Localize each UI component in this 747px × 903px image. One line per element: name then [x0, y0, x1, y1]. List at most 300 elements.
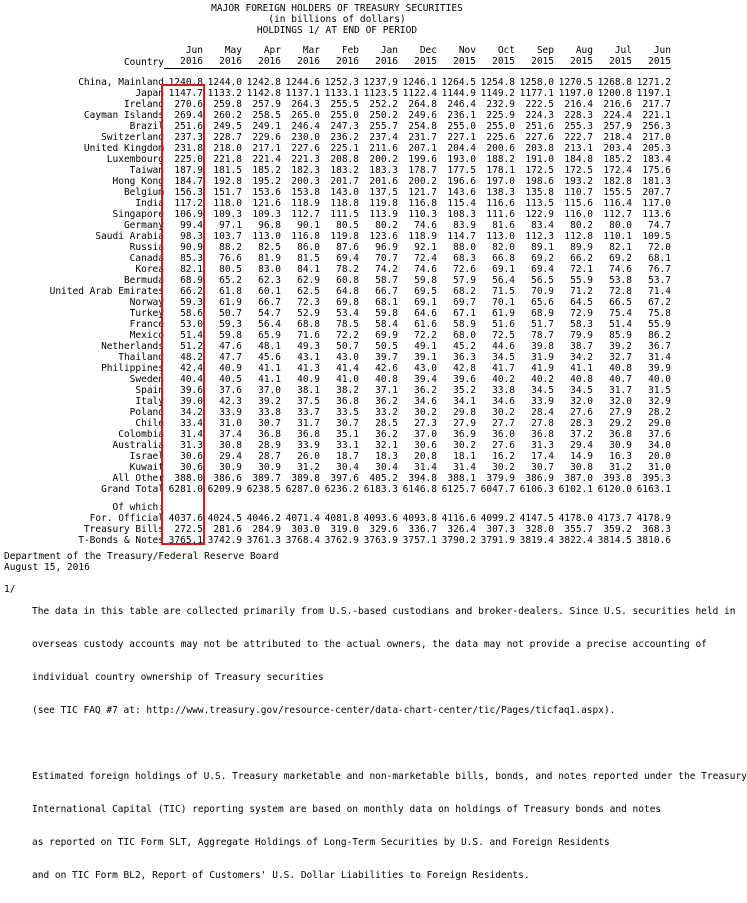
- holding-value: 74.6: [609, 263, 632, 275]
- holding-value: 232.9: [486, 98, 515, 110]
- holding-value: 31.0: [648, 461, 671, 473]
- country-name: Thailand: [118, 351, 164, 363]
- holding-value: 97.1: [219, 219, 242, 231]
- holding-value: 264.8: [408, 98, 437, 110]
- holding-value: 265.0: [291, 109, 320, 121]
- holding-value: 29.4: [570, 439, 593, 451]
- holding-value: 30.8: [219, 439, 242, 451]
- month-header: Oct: [497, 45, 515, 57]
- holding-value: 116.8: [291, 230, 320, 242]
- holding-value: 118.9: [291, 197, 320, 209]
- holding-value: 50.7: [219, 307, 242, 319]
- holding-value: 41.1: [258, 373, 281, 385]
- holding-value: 1144.9: [441, 87, 476, 99]
- holding-value: 58.4: [375, 318, 398, 330]
- holding-value: 395.3: [642, 472, 671, 484]
- country-name: India: [135, 197, 164, 209]
- holding-value: 379.9: [486, 472, 515, 484]
- holding-value: 49.1: [414, 340, 437, 352]
- holding-value: 4173.7: [597, 512, 632, 524]
- holding-value: 6163.1: [636, 483, 671, 495]
- holding-value: 27.3: [414, 417, 437, 429]
- holding-value: 116.6: [486, 197, 515, 209]
- footnote-line: individual country ownership of Treasury securities: [32, 672, 324, 683]
- holding-value: 221.8: [213, 153, 242, 165]
- holding-value: 84.1: [297, 263, 320, 275]
- holding-value: 110.7: [564, 186, 593, 198]
- holding-value: 33.4: [180, 417, 203, 429]
- holding-value: 41.1: [258, 362, 281, 374]
- holding-value: 236.2: [330, 131, 359, 143]
- holding-value: 224.3: [525, 109, 554, 121]
- holding-value: 82.1: [180, 263, 203, 275]
- holding-value: 59.8: [414, 274, 437, 286]
- source-agency: Department of the Treasury/Federal Reserve Board: [4, 551, 279, 562]
- holding-value: 69.7: [453, 296, 476, 308]
- holding-value: 4024.5: [207, 512, 242, 524]
- holding-value: 221.3: [291, 153, 320, 165]
- holding-value: 69.1: [492, 263, 515, 275]
- holding-value: 72.4: [414, 252, 437, 264]
- holding-value: 90.1: [297, 219, 320, 231]
- holding-value: 231.8: [174, 142, 203, 154]
- country-row: [4, 407, 671, 418]
- holding-value: 386.6: [213, 472, 242, 484]
- country-name: China, Mainland: [78, 76, 164, 88]
- holding-value: 36.2: [375, 395, 398, 407]
- holding-value: 181.3: [642, 175, 671, 187]
- holding-value: 109.3: [213, 208, 242, 220]
- holding-value: 68.9: [180, 274, 203, 286]
- holding-value: 64.6: [414, 307, 437, 319]
- holding-value: 34.2: [570, 351, 593, 363]
- holding-value: 388.1: [447, 472, 476, 484]
- country-row: [4, 99, 671, 110]
- holding-value: 57.9: [453, 274, 476, 286]
- holding-value: 39.1: [414, 351, 437, 363]
- holding-value: 61.9: [492, 307, 515, 319]
- holding-value: 228.7: [213, 131, 242, 143]
- holding-value: 41.0: [336, 373, 359, 385]
- country-name: Singapore: [112, 208, 164, 220]
- country-name: Hong Kong: [112, 175, 164, 187]
- holding-value: 88.0: [453, 241, 476, 253]
- holding-value: 34.5: [570, 384, 593, 396]
- holding-value: 30.4: [375, 461, 398, 473]
- of-which-label: Of which:: [112, 501, 164, 513]
- year-header: 2015: [398, 57, 437, 68]
- holding-value: 184.8: [564, 153, 593, 165]
- holding-value: 256.3: [642, 120, 671, 132]
- holding-value: 99.4: [180, 219, 203, 231]
- holding-value: 37.1: [375, 384, 398, 396]
- holding-value: 39.8: [531, 340, 554, 352]
- country-name: Australia: [112, 439, 164, 451]
- country-name: United Arab Emirates: [49, 285, 164, 297]
- holding-value: 40.5: [219, 373, 242, 385]
- holding-value: 198.6: [525, 175, 554, 187]
- holding-value: 1147.7: [168, 87, 203, 99]
- holding-value: 1123.5: [363, 87, 398, 99]
- holding-value: 37.2: [570, 428, 593, 440]
- holding-value: 27.9: [609, 406, 632, 418]
- holding-value: 246.4: [447, 98, 476, 110]
- holding-value: 40.9: [297, 373, 320, 385]
- holding-value: 116.0: [564, 208, 593, 220]
- holding-value: 172.5: [564, 164, 593, 176]
- country-name: Saudi Arabia: [95, 230, 164, 242]
- holding-value: 208.8: [330, 153, 359, 165]
- holding-value: 103.7: [213, 230, 242, 242]
- holding-value: 229.6: [252, 131, 281, 143]
- holding-value: 118.0: [213, 197, 242, 209]
- holding-value: 34.1: [453, 395, 476, 407]
- holding-value: 74.6: [414, 263, 437, 275]
- country-name: Korea: [135, 263, 164, 275]
- country-row: [4, 330, 671, 341]
- country-row: [4, 352, 671, 363]
- holding-value: 88.2: [219, 241, 242, 253]
- holding-value: 58.3: [570, 318, 593, 330]
- holding-value: 45.6: [258, 351, 281, 363]
- holding-value: 32.0: [570, 395, 593, 407]
- holding-value: 58.7: [375, 274, 398, 286]
- holding-value: 228.3: [564, 109, 593, 121]
- holding-value: 35.2: [453, 384, 476, 396]
- country-row: [4, 462, 671, 473]
- holding-value: 30.2: [453, 439, 476, 451]
- country-name: Turkey: [129, 307, 164, 319]
- country-row: [4, 88, 671, 99]
- holding-value: 40.8: [609, 362, 632, 374]
- holding-value: 36.2: [414, 384, 437, 396]
- holding-value: 60.8: [336, 274, 359, 286]
- holding-value: 80.2: [570, 219, 593, 231]
- holding-value: 1254.8: [480, 76, 515, 88]
- holding-value: 192.8: [213, 175, 242, 187]
- holding-value: 72.2: [336, 329, 359, 341]
- holding-value: 182.3: [291, 164, 320, 176]
- holding-value: 3814.5: [597, 534, 632, 546]
- month-header: May: [224, 45, 242, 57]
- holding-value: 260.2: [213, 109, 242, 121]
- holding-value: 137.5: [369, 186, 398, 198]
- holding-value: 39.4: [414, 373, 437, 385]
- footnote-line: The data in this table are collected primarily from U.S.-based custodians and broker-dealers. Since U.S. securities held in: [32, 606, 736, 617]
- holding-value: 55.9: [570, 274, 593, 286]
- holding-value: 80.5: [336, 219, 359, 231]
- holding-value: 67.1: [453, 307, 476, 319]
- month-header: Mar: [302, 45, 320, 57]
- holding-value: 155.5: [603, 186, 632, 198]
- holding-value: 30.2: [414, 406, 437, 418]
- holding-value: 68.8: [297, 318, 320, 330]
- holding-value: 200.2: [408, 175, 437, 187]
- holding-value: 79.9: [570, 329, 593, 341]
- holding-value: 28.9: [258, 439, 281, 451]
- holding-value: 217.0: [642, 131, 671, 143]
- holding-value: 30.7: [336, 417, 359, 429]
- country-name: France: [129, 318, 164, 330]
- holding-value: 72.3: [297, 296, 320, 308]
- country-name: Sweden: [129, 373, 164, 385]
- country-row: [4, 220, 671, 231]
- holding-value: 33.5: [336, 406, 359, 418]
- holding-value: 3819.4: [519, 534, 554, 546]
- holding-value: 74.7: [648, 219, 671, 231]
- holding-value: 65.6: [531, 296, 554, 308]
- country-row: [4, 473, 671, 484]
- holding-value: 183.4: [642, 153, 671, 165]
- year-header: 2015: [632, 57, 671, 68]
- holding-value: 113.0: [252, 230, 281, 242]
- holding-value: 14.9: [570, 450, 593, 462]
- holding-value: 196.6: [447, 175, 476, 187]
- holding-value: 20.8: [414, 450, 437, 462]
- holding-value: 182.8: [603, 175, 632, 187]
- holding-value: 326.4: [447, 523, 476, 535]
- holding-value: 207.7: [642, 186, 671, 198]
- country-name: Israel: [129, 450, 164, 462]
- holding-value: 56.5: [531, 274, 554, 286]
- holding-value: 188.2: [486, 153, 515, 165]
- holding-value: 69.9: [375, 329, 398, 341]
- holding-value: 83.0: [258, 263, 281, 275]
- holding-value: 30.9: [219, 461, 242, 473]
- holding-value: 221.1: [642, 109, 671, 121]
- country-row: [4, 132, 671, 143]
- holding-value: 117.0: [642, 197, 671, 209]
- holding-value: 4147.5: [519, 512, 554, 524]
- holding-value: 203.4: [603, 142, 632, 154]
- holding-value: 3763.9: [363, 534, 398, 546]
- holding-value: 92.1: [414, 241, 437, 253]
- holding-value: 177.5: [447, 164, 476, 176]
- country-name: T-Bonds & Notes: [55, 534, 164, 546]
- holding-value: 80.0: [609, 219, 632, 231]
- holding-value: 6047.7: [480, 483, 515, 495]
- holding-value: 28.4: [531, 406, 554, 418]
- source-footer: [4, 551, 670, 573]
- holding-value: 28.3: [570, 417, 593, 429]
- holding-value: 53.0: [180, 318, 203, 330]
- holding-value: 249.5: [213, 120, 242, 132]
- holding-value: 66.5: [609, 296, 632, 308]
- holding-value: 17.4: [531, 450, 554, 462]
- holding-value: 1244.6: [285, 76, 320, 88]
- holding-value: 4099.2: [480, 512, 515, 524]
- holding-value: 246.4: [291, 120, 320, 132]
- holding-value: 37.6: [648, 428, 671, 440]
- holding-value: 41.9: [531, 362, 554, 374]
- month-header: Jan: [380, 45, 398, 57]
- holding-value: 6146.8: [402, 483, 437, 495]
- holding-value: 69.5: [414, 285, 437, 297]
- holding-value: 143.6: [447, 186, 476, 198]
- holding-value: 111.5: [330, 208, 359, 220]
- holding-value: 122.9: [525, 208, 554, 220]
- holding-value: 58.9: [453, 318, 476, 330]
- holding-value: 1240.8: [168, 76, 203, 88]
- holding-value: 33.9: [297, 439, 320, 451]
- holding-value: 237.3: [174, 131, 203, 143]
- holding-value: 81.9: [258, 252, 281, 264]
- holding-value: 47.6: [219, 340, 242, 352]
- footnote: [4, 584, 747, 903]
- country-name: Spain: [135, 384, 164, 396]
- holding-value: 3761.3: [246, 534, 281, 546]
- holding-value: 216.6: [603, 98, 632, 110]
- holding-value: 6209.9: [207, 483, 242, 495]
- holding-value: 34.0: [648, 439, 671, 451]
- holding-value: 3765.1: [168, 534, 203, 546]
- holding-value: 40.8: [570, 373, 593, 385]
- holding-value: 31.7: [609, 384, 632, 396]
- holding-value: 116.4: [603, 197, 632, 209]
- holding-value: 68.1: [375, 296, 398, 308]
- holding-value: 31.7: [297, 417, 320, 429]
- holding-value: 251.6: [174, 120, 203, 132]
- holding-value: 172.4: [603, 164, 632, 176]
- holding-value: 1149.2: [480, 87, 515, 99]
- holding-value: 112.3: [525, 230, 554, 242]
- footnote-line: and on TIC Form BL2, Report of Customers' U.S. Dollar Liabilities to Foreign Residents.: [32, 870, 530, 881]
- holding-value: 33.2: [375, 406, 398, 418]
- holding-value: 270.6: [174, 98, 203, 110]
- holding-value: 83.9: [453, 219, 476, 231]
- country-row: [4, 308, 671, 319]
- footnote-number: 1/: [4, 584, 16, 595]
- holding-value: 72.1: [570, 263, 593, 275]
- holding-value: 193.0: [447, 153, 476, 165]
- holding-value: 1200.8: [597, 87, 632, 99]
- holding-value: 31.3: [180, 439, 203, 451]
- year-header: 2016: [242, 57, 281, 68]
- holding-value: 181.5: [213, 164, 242, 176]
- holding-value: 31.5: [648, 384, 671, 396]
- holding-value: 50.7: [336, 340, 359, 352]
- holding-value: 36.3: [453, 351, 476, 363]
- holding-value: 393.8: [603, 472, 632, 484]
- holding-value: 50.5: [375, 340, 398, 352]
- report-subtitle-units: (in billions of dollars): [268, 14, 406, 25]
- holding-value: 200.2: [369, 153, 398, 165]
- holding-value: 227.6: [525, 131, 554, 143]
- holding-value: 52.9: [297, 307, 320, 319]
- holding-value: 31.2: [609, 461, 632, 473]
- holding-value: 30.4: [336, 461, 359, 473]
- holding-value: 30.9: [609, 439, 632, 451]
- country-row: [4, 264, 671, 275]
- holding-value: 72.0: [648, 241, 671, 253]
- country-row: [4, 231, 671, 242]
- holding-value: 59.3: [219, 318, 242, 330]
- holding-value: 30.2: [492, 461, 515, 473]
- holding-value: 3757.1: [402, 534, 437, 546]
- holding-value: 33.8: [492, 384, 515, 396]
- country-name: Cayman Islands: [83, 109, 164, 121]
- holding-value: 71.2: [570, 285, 593, 297]
- holding-value: 53.7: [648, 274, 671, 286]
- holding-value: 31.2: [297, 461, 320, 473]
- holding-value: 1270.5: [558, 76, 593, 88]
- holding-value: 40.0: [648, 373, 671, 385]
- holding-value: 1264.5: [441, 76, 476, 88]
- holding-value: 252.2: [369, 98, 398, 110]
- country-row: [4, 451, 671, 462]
- holding-value: 29.2: [609, 417, 632, 429]
- holding-value: 30.2: [492, 406, 515, 418]
- holding-value: 257.9: [252, 98, 281, 110]
- holding-value: 36.2: [375, 428, 398, 440]
- holding-value: 221.4: [252, 153, 281, 165]
- holding-value: 388.0: [174, 472, 203, 484]
- holding-value: 37.5: [297, 395, 320, 407]
- holding-value: 41.4: [336, 362, 359, 374]
- holding-value: 75.4: [609, 307, 632, 319]
- holding-value: 33.7: [297, 406, 320, 418]
- holding-value: 4178.0: [558, 512, 593, 524]
- holding-value: 41.3: [297, 362, 320, 374]
- holding-value: 231.7: [408, 131, 437, 143]
- holding-value: 3810.6: [636, 534, 671, 546]
- holding-value: 51.4: [180, 329, 203, 341]
- year-header: 2015: [554, 57, 593, 68]
- holding-value: 80.2: [375, 219, 398, 231]
- holding-value: 115.6: [564, 197, 593, 209]
- holding-value: 68.0: [453, 329, 476, 341]
- holding-value: 71.5: [492, 285, 515, 297]
- holding-value: 1246.1: [402, 76, 437, 88]
- holding-value: 4178.9: [636, 512, 671, 524]
- holding-value: 3822.4: [558, 534, 593, 546]
- country-name: Italy: [135, 395, 164, 407]
- holding-value: 200.6: [486, 142, 515, 154]
- report-title: MAJOR FOREIGN HOLDERS OF TREASURY SECURITIES: [211, 3, 463, 14]
- holding-value: 35.1: [336, 428, 359, 440]
- footnote-line: Estimated foreign holdings of U.S. Treasury marketable and non-marketable bills, bonds, and notes reported under the Treasury: [32, 771, 747, 782]
- holding-value: 113.5: [525, 197, 554, 209]
- country-row: [4, 374, 671, 385]
- country-row: [4, 440, 671, 451]
- holding-value: 185.2: [603, 153, 632, 165]
- holding-value: 36.9: [453, 428, 476, 440]
- holding-value: 51.2: [180, 340, 203, 352]
- holding-value: 81.5: [297, 252, 320, 264]
- holding-value: 6106.3: [519, 483, 554, 495]
- holding-value: 184.7: [174, 175, 203, 187]
- holding-value: 328.0: [525, 523, 554, 535]
- holding-value: 109.5: [642, 230, 671, 242]
- holding-value: 281.6: [213, 523, 242, 535]
- month-header: Dec: [419, 45, 437, 57]
- holding-value: 51.6: [492, 318, 515, 330]
- holding-value: 18.3: [375, 450, 398, 462]
- holding-value: 115.4: [447, 197, 476, 209]
- holding-value: 89.1: [531, 241, 554, 253]
- holding-value: 255.3: [564, 120, 593, 132]
- holding-value: 38.1: [297, 384, 320, 396]
- holding-value: 41.1: [570, 362, 593, 374]
- holding-value: 62.9: [297, 274, 320, 286]
- country-row: [4, 297, 671, 308]
- holding-value: 255.7: [369, 120, 398, 132]
- holding-value: 255.0: [447, 120, 476, 132]
- holding-value: 69.8: [336, 296, 359, 308]
- holding-value: 183.2: [330, 164, 359, 176]
- holding-value: 200.3: [291, 175, 320, 187]
- holding-value: 71.6: [297, 329, 320, 341]
